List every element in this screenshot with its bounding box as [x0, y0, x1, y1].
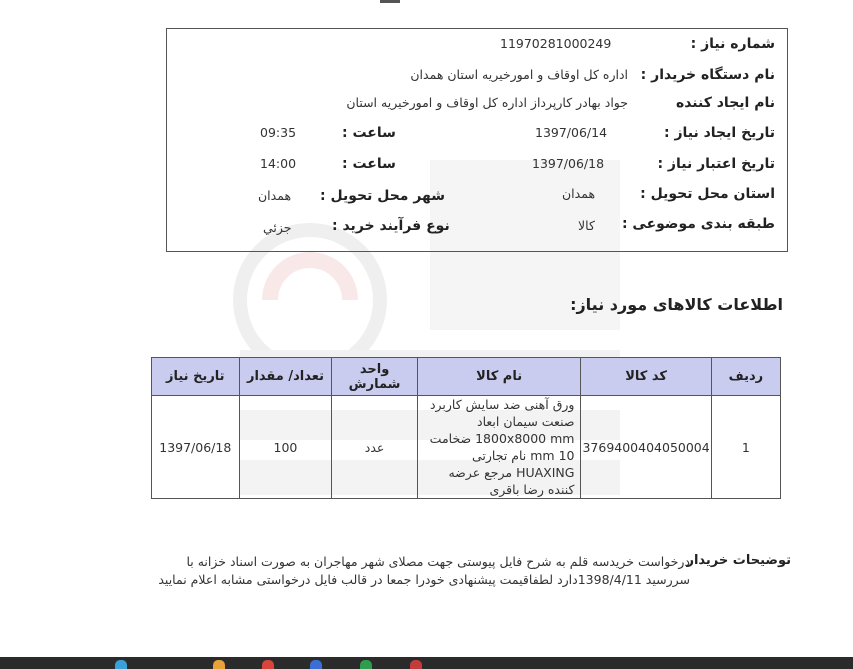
need-number: 11970281000249	[500, 36, 612, 51]
valid-date-label: تاریخ اعتبار نیاز :	[657, 156, 775, 172]
header-code: کد کالا	[581, 358, 711, 396]
header-qty: تعداد/ مقدار	[239, 358, 332, 396]
folder-icon[interactable]	[213, 660, 225, 669]
creator: جواد بهادر کارپرداز اداره کل اوقاف و امورخیریه استان	[346, 95, 628, 110]
valid-date: 1397/06/18	[532, 156, 605, 171]
created-time-label: ساعت :	[342, 125, 396, 141]
created-date: 1397/06/14	[535, 125, 608, 140]
items-table	[151, 357, 781, 499]
pdf-icon[interactable]	[410, 660, 422, 669]
app-icon[interactable]	[310, 660, 322, 669]
buyer-notes-text: درخواست خریدسه قلم به شرح فایل پیوستی جهت مصلای شهر مهاجران به صورت اسناد خزانه با سررسید 1398/4/11دارد لطفاقیمت پیشنهادی خودرا جمعا در قالب فایل درخواستی مشابه اعلام نمایید	[158, 554, 690, 587]
chrome-icon[interactable]	[262, 660, 274, 669]
cell-unit: عدد	[332, 396, 417, 499]
cell-index: 1	[711, 396, 780, 499]
purchase-type: جزئي	[263, 220, 292, 235]
need-number-label: شماره نیاز :	[690, 36, 775, 52]
header-unit: واحد شمارش	[332, 358, 417, 396]
city: همدان	[258, 188, 292, 203]
city-label: شهر محل تحویل :	[320, 188, 446, 204]
excel-icon[interactable]	[360, 660, 372, 669]
valid-time: 14:00	[260, 156, 297, 171]
purchase-type-label: نوع فرآیند خرید :	[332, 218, 450, 234]
buyer-org: اداره کل اوقاف و امورخیریه استان همدان	[410, 67, 628, 82]
category-label: طبقه بندی موضوعی :	[621, 216, 775, 232]
header-index: ردیف	[711, 358, 780, 396]
province: همدان	[562, 186, 596, 201]
cell-qty: 100	[239, 396, 332, 499]
cell-date: 1397/06/18	[152, 396, 240, 499]
browser-icon[interactable]	[115, 660, 127, 669]
taskbar	[0, 657, 853, 669]
buyer-org-label: نام دستگاه خریدار :	[640, 67, 775, 83]
header-name: نام کالا	[417, 358, 581, 396]
top-divider	[380, 0, 400, 3]
created-time: 09:35	[260, 125, 297, 140]
header-date: تاریخ نیاز	[152, 358, 240, 396]
category: کالا	[578, 218, 595, 233]
created-date-label: تاریخ ایجاد نیاز :	[663, 125, 775, 141]
province-label: استان محل تحویل :	[640, 186, 775, 202]
items-section-title: اطلاعات کالاهای مورد نیاز:	[570, 295, 783, 314]
buyer-notes-label: توضیحات خریدار	[686, 553, 791, 568]
valid-time-label: ساعت :	[342, 156, 396, 172]
cell-name: ورق آهنی ضد سایش کاربرد صنعت سیمان ابعاد 1800x8000 mm ضخامت 10 mm نام تجارتی HUAXING مرجع عرضه کننده رضا باقری	[417, 396, 581, 499]
table-row	[152, 396, 781, 499]
creator-label: نام ایجاد کننده	[675, 95, 775, 111]
cell-code: 3769400404050004	[581, 396, 711, 499]
